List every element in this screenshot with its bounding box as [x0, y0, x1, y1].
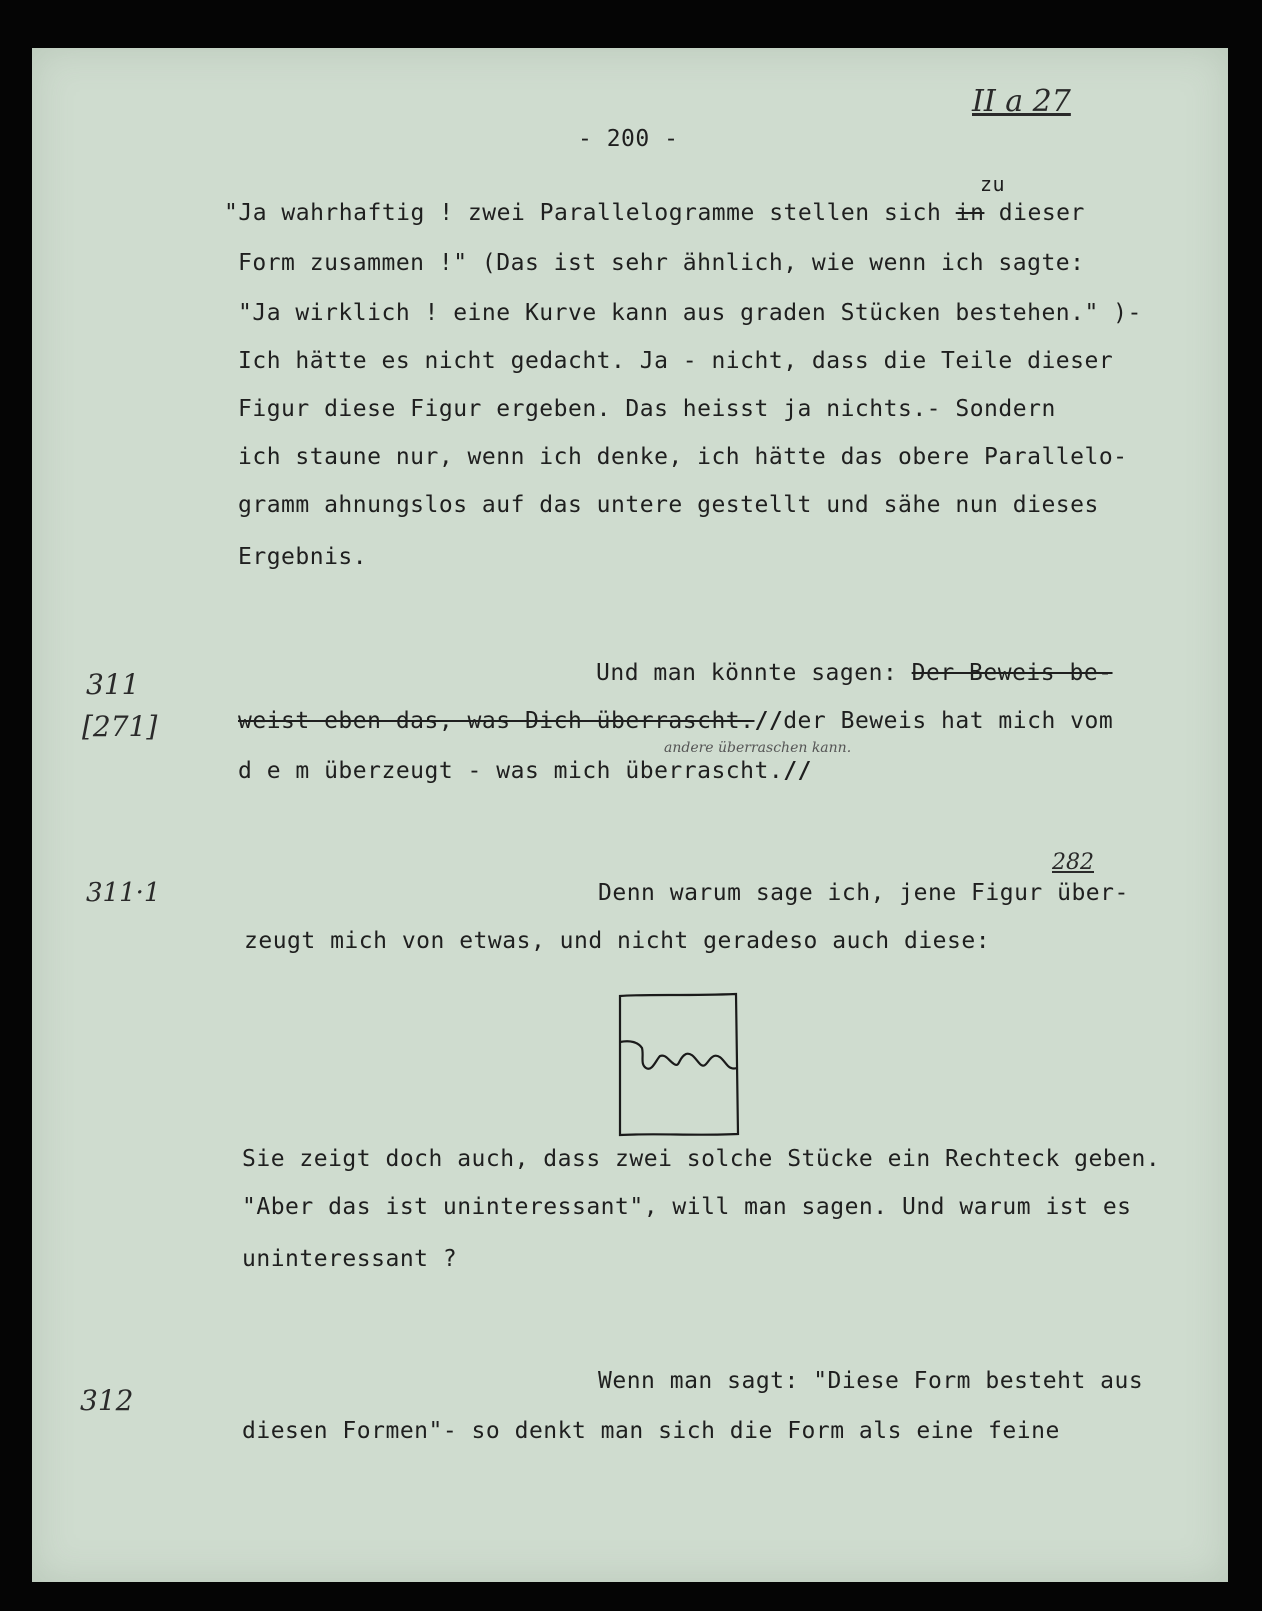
handwritten-insert: andere überraschen kann. [664, 740, 852, 756]
struck-text: weist eben das, was Dich überrascht. [238, 708, 755, 734]
hand-drawn-rectangle-figure [616, 990, 742, 1138]
remark-311-1-line-1: Denn warum sage ich, jene Figur über- [598, 880, 1129, 906]
page-number: - 200 - [578, 126, 679, 152]
line-text: Und man könnte sagen: [596, 660, 898, 686]
margin-bracket-271: [271] [82, 710, 158, 743]
paragraph-1-line-8: Ergebnis. [238, 544, 368, 570]
insertion-mark: // [754, 708, 784, 734]
struck-word: in [955, 200, 985, 226]
manuscript-page [32, 48, 1228, 1582]
margin-number-312: 312 [80, 1384, 134, 1417]
paragraph-1-line-2: Form zusammen !" (Das ist sehr ähnlich, wie wenn ich sagte: [238, 250, 1085, 276]
struck-text: Der Beweis be- [911, 660, 1113, 686]
paragraph-1-line-6: ich staune nur, wenn ich denke, ich hätte das obere Parallelo- [238, 444, 1128, 470]
line-text: dieser [998, 200, 1085, 226]
insertion-zu: zu [980, 172, 1006, 196]
line-text: "Ja wahrhaftig ! zwei Parallelogramme stellen sich [224, 200, 942, 226]
remark-311-1-line-2: zeugt mich von etwas, und nicht geradeso auch diese: [244, 928, 991, 954]
remark-311-line-3 [238, 758, 812, 784]
insertion-number-282: 282 [1052, 850, 1094, 875]
paragraph-1-line-7: gramm ahnungslos auf das untere gestellt und sähe nun dieses [238, 492, 1099, 518]
remark-311-line-1 [596, 660, 1113, 686]
margin-number-311: 311 [86, 668, 140, 701]
remark-312-line-2: diesen Formen"- so denkt man sich die Form als eine feine [242, 1418, 1060, 1444]
insertion-mark: // [783, 758, 812, 784]
margin-number-311-1: 311·1 [86, 878, 161, 908]
paragraph-1-line-5: Figur diese Figur ergeben. Das heisst ja nichts.- Sondern [238, 396, 1056, 422]
remark-311-1-line-3: Sie zeigt doch auch, dass zwei solche Stücke ein Rechteck geben. [242, 1146, 1161, 1172]
paragraph-1-line-4: Ich hätte es nicht gedacht. Ja - nicht, dass die Teile dieser [238, 348, 1114, 374]
remark-311-1-line-4: "Aber das ist uninteressant", will man sagen. Und warum ist es [242, 1194, 1132, 1220]
paragraph-1-line-3: "Ja wirklich ! eine Kurve kann aus graden Stücken bestehen." )- [238, 300, 1142, 326]
line-text: der Beweis hat mich vom [783, 708, 1114, 734]
line-text: d e m überzeugt - was mich überrascht. [238, 758, 784, 784]
paragraph-1-line-1 [224, 200, 1085, 226]
archive-signature: II a 27 [972, 84, 1071, 119]
remark-311-1-line-5: uninteressant ? [242, 1246, 458, 1272]
remark-312-line-1: Wenn man sagt: "Diese Form besteht aus [598, 1368, 1144, 1394]
remark-311-line-2 [238, 708, 1113, 734]
